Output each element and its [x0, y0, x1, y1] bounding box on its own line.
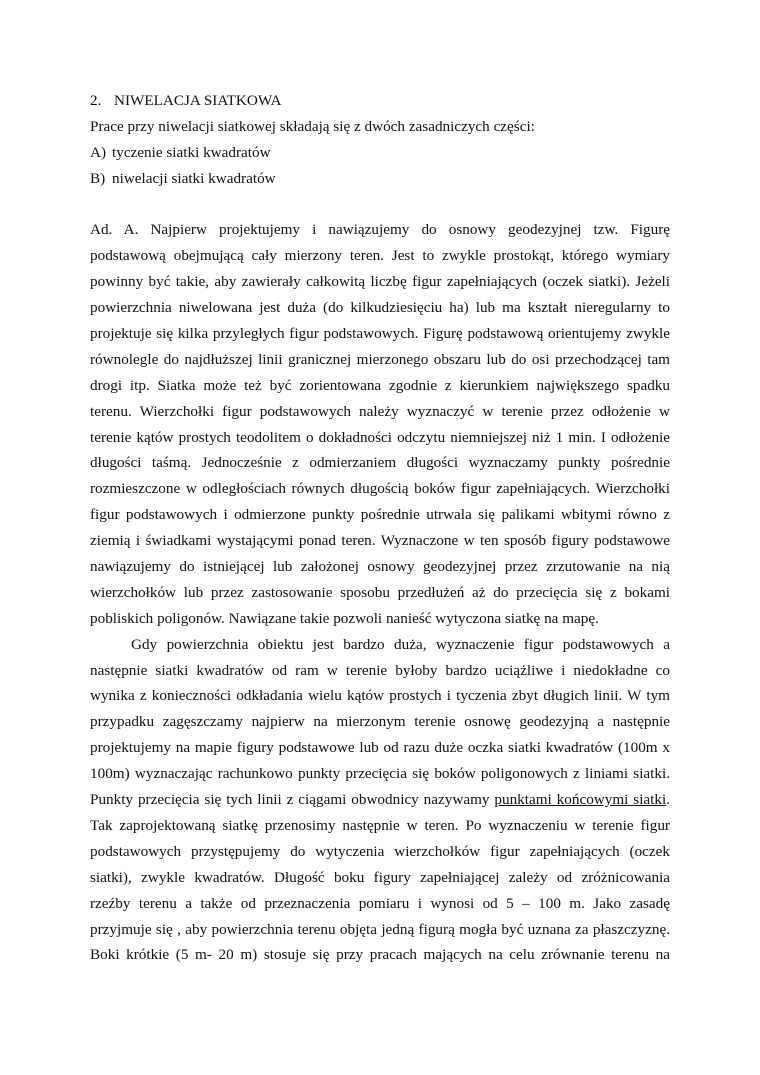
paragraph-line: Boki krótkie (5 m- 20 m) stosuje się przy pracach mających na celu zrównanie terenu na — [90, 946, 670, 964]
paragraph-large-area — [90, 632, 670, 969]
paragraph-ad-a — [90, 217, 670, 631]
blank-line — [90, 192, 670, 218]
document-page — [90, 88, 670, 968]
paragraph-line: Tak zaprojektowaną siatkę przenosimy następnie w teren. Po wyznaczeniu w terenie figur — [90, 816, 670, 834]
paragraph-last-line: pobliskich poligonów. Nawiązane takie pozwoli nanieść wytyczona siatkę na mapę. — [90, 609, 599, 627]
list-item-a — [90, 140, 670, 166]
list-text: tyczenie siatki kwadratów — [112, 143, 271, 161]
intro-line: Prace przy niwelacji siatkowej składają się z dwóch zasadniczych części: — [90, 117, 535, 135]
defined-term: punktami końcowymi siatki — [494, 791, 667, 809]
paragraph-line: przypadku zagęszczamy najpierw na mierzonym terenie osnowę geodezyjną a następnie — [90, 713, 670, 731]
heading-number: 2. — [90, 92, 102, 109]
paragraph-line: równolegle do najdłuższej linii granicznej mierzonego obszaru lub do osi przechodzącej tam — [90, 350, 670, 368]
list-item-b — [90, 166, 670, 192]
paragraph-line: drogi itp. Siatka może też być zorientowana zgodnie z kierunkiem największego spadku — [90, 376, 670, 394]
paragraph-line: Ad. A. Najpierw projektujemy i nawiązujemy do osnowy geodezyjnej tzw. Figurę — [90, 221, 670, 239]
list-text: niwelacji siatki kwadratów — [112, 169, 276, 187]
paragraph-line: długości taśmą. Jednocześnie z odmierzaniem długości wyznaczamy punkty pośrednie — [90, 454, 670, 472]
paragraph-line-with-term — [90, 787, 670, 813]
paragraph-line: figur podstawowych i odmierzone punkty pośrednie utrwala się palikami wbitymi równo z — [90, 506, 670, 524]
paragraph-line: siatki), zwykle kwadratów. Długość boku figury zapełniającej zależy od zróżnicowania — [90, 868, 670, 886]
paragraph-line: wierzchołków lub przez zastosowanie sposobu przedłużeń aż do przecięcia się z bokami — [90, 583, 670, 601]
paragraph-line: projektujemy na mapie figury podstawowe lub od razu duże oczka siatki kwadratów (100m x — [90, 739, 670, 757]
paragraph-line: terenu. Wierzchołki figur podstawowych należy wyznaczyć w terenie przez odłożenie w — [90, 402, 670, 420]
paragraph-line: projektuje się kilka przyległych figur podstawowych. Figurę podstawową orientujemy zwykle — [90, 325, 670, 343]
line-text: Punkty przecięcia się tych linii z ciągami obwodnicy nazywamy — [90, 791, 495, 809]
paragraph-line: podstawowych przystępujemy do wytyczenia wierzchołków figur zapełniających (oczek — [90, 842, 670, 860]
list-letter: B) — [90, 169, 106, 187]
paragraph-line: powierzchnia niwelowana jest duża (do kilkudziesięciu ha) lub ma kształt nieregularny to — [90, 299, 670, 317]
paragraph-line: podstawową obejmującą cały mierzony teren. Jest to zwykle prostokąt, którego wymiary — [90, 247, 670, 265]
paragraph-line: przyjmuje się , aby powierzchnia terenu objęta jedną figurą mogła być uznana za płaszczyznę. — [90, 920, 670, 938]
paragraph-line: terenie kątów prostych teodolitem o dokładności odczytu niemniejszej niż 1 min. I odłożenie — [90, 428, 670, 446]
paragraph-line: powinny być takie, aby zawierały całkowitą liczbę figur zapełniających (oczek siatki). Jeżeli — [90, 273, 670, 291]
line-text: . — [666, 791, 670, 809]
paragraph-line: 100m) wyznaczając rachunkowo punkty przecięcia się boków poligonowych z liniami siatki. — [90, 765, 670, 783]
section-heading — [90, 88, 670, 114]
paragraph-line: rozmieszczone w odległościach równych długością boków figur zapełniających. Wierzchołki — [90, 480, 670, 498]
paragraph-first-line: Gdy powierzchnia obiektu jest bardzo duża, wyznaczenie figur podstawowych a — [131, 635, 670, 653]
heading-title: NIWELACJA SIATKOWA — [114, 92, 282, 109]
paragraph-line: nawiązujemy do istniejącej lub założonej osnowy geodezyjnej przez zrzutowanie na nią — [90, 558, 670, 576]
paragraph-line: następnie siatki kwadratów od ram w terenie byłoby bardzo uciążliwe i niedokładne co — [90, 661, 670, 679]
paragraph-line: wynika z konieczności odkładania wielu kątów prostych i tyczenia zbyt długich linii. W tym — [90, 687, 670, 705]
paragraph-line: ziemią i świadkami wystającymi ponad teren. Wyznaczone w ten sposób figury podstawowe — [90, 532, 670, 550]
list-letter: A) — [90, 143, 107, 161]
paragraph-line: rzeźby terenu a także od przeznaczenia pomiaru i wynosi od 5 – 100 m. Jako zasadę — [90, 894, 670, 912]
